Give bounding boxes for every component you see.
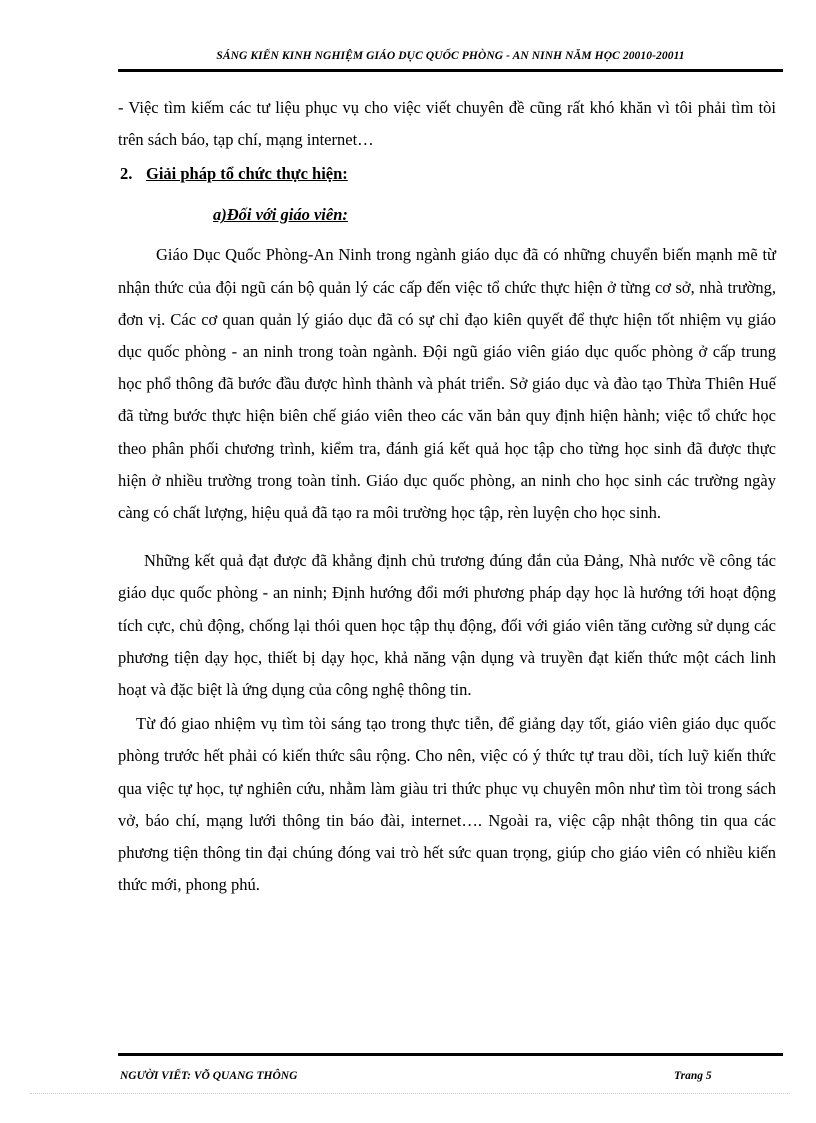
body-paragraph: Những kết quả đạt được đã khẳng định chủ trương đúng đắn của Đảng, Nhà nước về công tác giáo dục quốc phòng - an ninh; Định hướng đổi mới phương pháp dạy học là hướng tới hoạt động tích cực, chủ động, chống lại thói quen học tập thụ động, đối với giáo viên tăng cường sử dụng các phương tiện dạy học, thiết bị dạy học, khả năng vận dụng và truyền đạt kiến thức một cách linh hoạt và đặc biệt là ứng dụng của công nghệ thông tin. [118,551,776,700]
section-heading [120,158,776,190]
document-body [118,92,776,901]
footer-author: NGƯỜI VIẾT: VÕ QUANG THÔNG [120,1070,298,1082]
page-header: SÁNG KIẾN KINH NGHIỆM GIÁO DỤC QUỐC PHÒNG - AN NINH NĂM HỌC 20010-20011 [216,50,685,62]
section-title: Giải pháp tổ chức thực hiện: [146,164,348,184]
intro-paragraph: - Việc tìm kiếm các tư liệu phục vụ cho việc viết chuyên đề cũng rất khó khăn vì tôi phải tìm tòi trên sách báo, tạp chí, mạng internet… [118,98,776,150]
page-edge-divider [30,1093,790,1094]
body-paragraph: Từ đó giao nhiệm vụ tìm tòi sáng tạo trong thực tiễn, để giảng dạy tốt, giáo viên giáo dục quốc phòng trước hết phải có kiến thức sâu rộng. Cho nên, việc có ý thức tự trau dồi, tích luỹ kiến thức qua việc tự học, tự nghiên cứu, nhằm làm giàu tri thức phục vụ chuyên môn như tìm tòi trong sách vở, báo chí, mạng lưới thông tin báo đài, internet…. Ngoài ra, việc cập nhật thông tin qua các phương tiện thông tin đại chúng đóng vai trò hết sức quan trọng, giúp cho giáo viên có nhiều kiến thức mới, phong phú. [118,714,776,895]
subsection-heading: a)Đối với giáo viên: [213,205,348,225]
section-number: 2. [120,164,133,184]
footer-rule [118,1053,783,1056]
body-paragraph: Giáo Dục Quốc Phòng-An Ninh trong ngành giáo dục đã có những chuyển biến mạnh mẽ từ nhận thức của đội ngũ cán bộ quản lý các cấp đến việc tổ chức thực hiện ở từng cơ sở, nhà trường, đơn vị. Các cơ quan quản lý giáo dục đã có sự chỉ đạo kiên quyết để thực hiện tốt nhiệm vụ giáo dục quốc phòng - an ninh trong toàn ngành. Đội ngũ giáo viên giáo dục quốc phòng ở cấp trung học phổ thông đã bước đầu được hình thành và phát triển. Sở giáo dục và đào tạo Thừa Thiên Huế đã từng bước thực hiện biên chế giáo viên theo các văn bản quy định hiện hành; việc tổ chức học theo phân phối chương trình, kiểm tra, đánh giá kết quả học tập cho từng học sinh đã được thực hiện ở nhiều trường trong toàn tỉnh. Giáo dục quốc phòng, an ninh cho học sinh các trường ngày càng có chất lượng, hiệu quả đã tạo ra môi trường học tập, rèn luyện cho học sinh. [118,245,776,523]
page-number: Trang 5 [674,1070,712,1082]
header-rule [118,69,783,72]
